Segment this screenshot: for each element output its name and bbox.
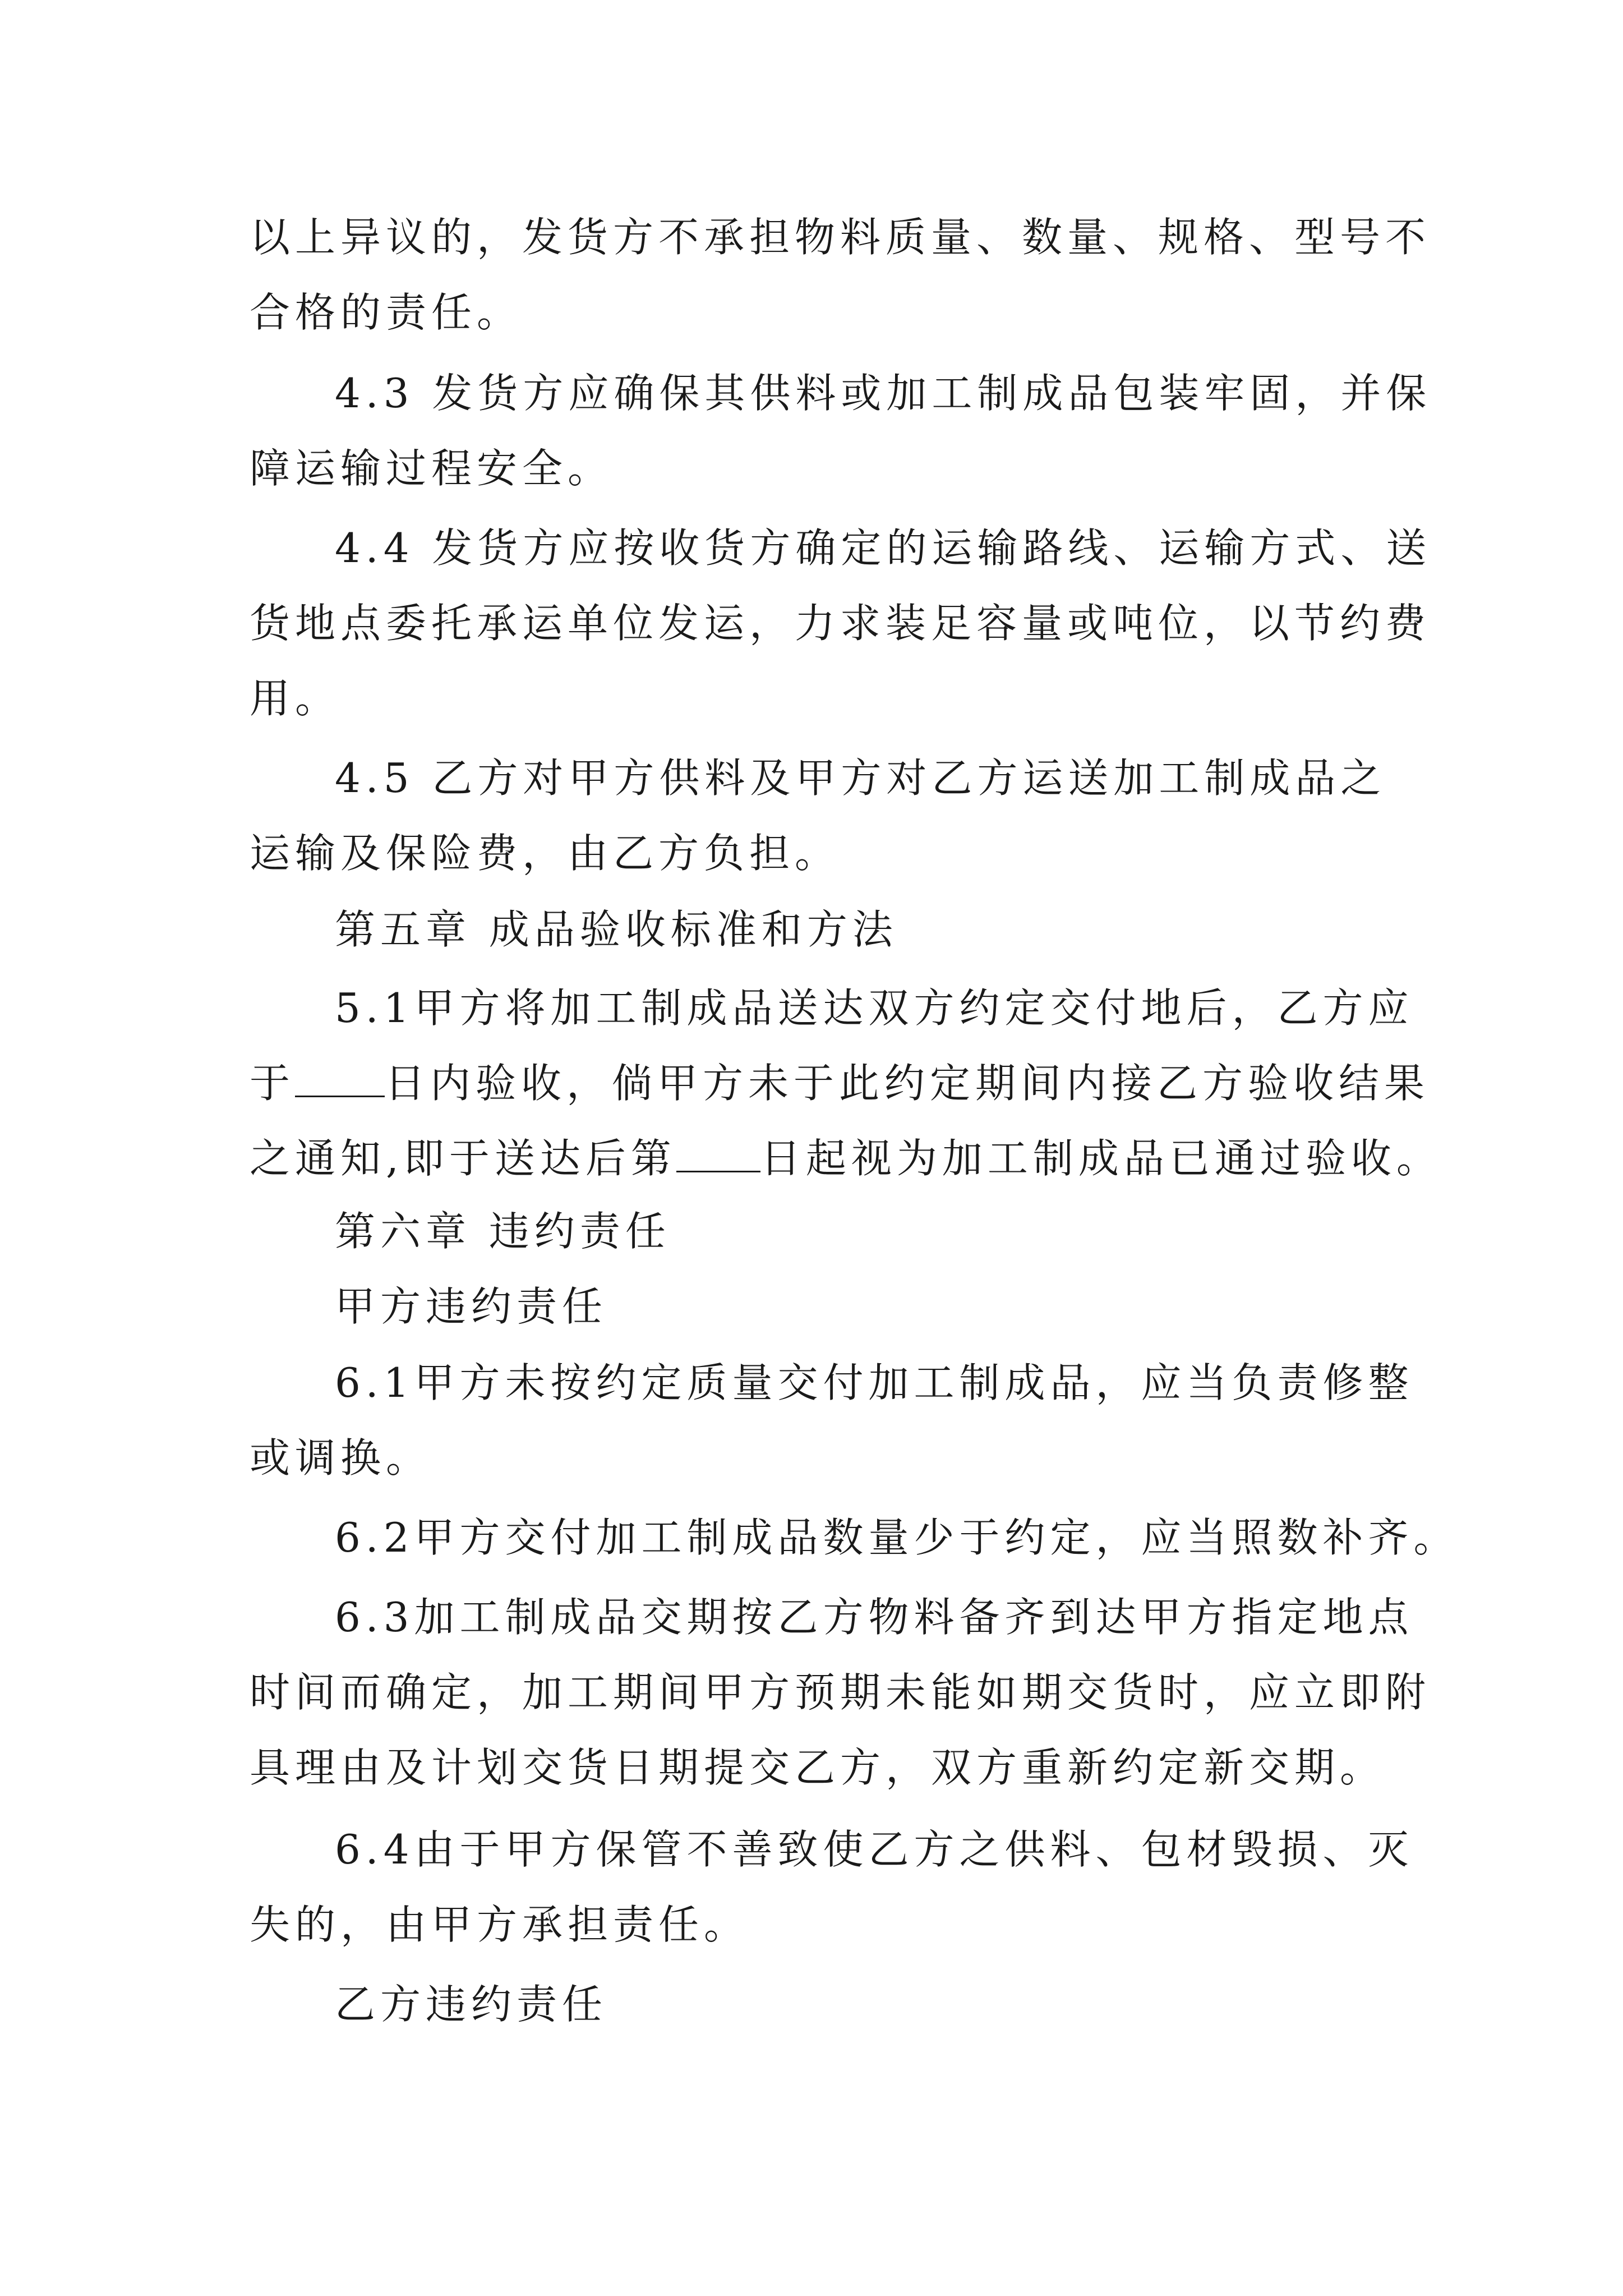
clause-5-1-line: 5.1甲方将加工制成品送达双方约定交付地后，乙方应 xyxy=(335,984,1414,1032)
fill-in-blank xyxy=(676,1136,760,1172)
clause-4-4-line: 4.4 发货方应按收货方确定的运输路线、运输方式、送 xyxy=(335,524,1432,572)
paragraph-line: 用。 xyxy=(250,675,341,722)
clause-6-4-line: 6.4由于甲方保管不善致使乙方之供料、包材毁损、灭 xyxy=(335,1826,1414,1873)
line-text: 日内验收，倘甲方未于此约定期间内接乙方验收结果 xyxy=(385,1060,1430,1107)
party-b-liability-heading: 乙方违约责任 xyxy=(335,1981,608,2028)
line-text: 之通知,即于送达后第 xyxy=(250,1135,676,1182)
clause-4-3-line: 4.3 发货方应确保其供料或加工制成品包装牢固，并保 xyxy=(335,370,1432,417)
paragraph-line: 货地点委托承运单位发运，力求装足容量或吨位，以节约费 xyxy=(250,600,1431,647)
chapter-6-heading: 第六章 违约责任 xyxy=(335,1208,671,1255)
clause-4-5-line: 4.5 乙方对甲方供料及甲方对乙方运送加工制成品之 xyxy=(335,754,1386,802)
clause-6-3-line: 6.3加工制成品交期按乙方物料备齐到达甲方指定地点 xyxy=(335,1594,1414,1641)
paragraph-line: 合格的责任。 xyxy=(250,289,523,336)
paragraph-line: 以上异议的，发货方不承担物料质量、数量、规格、型号不 xyxy=(250,214,1431,261)
paragraph-line xyxy=(250,1058,1430,1108)
paragraph-line: 障运输过程安全。 xyxy=(250,445,614,492)
paragraph-line: 或调换。 xyxy=(250,1434,432,1481)
paragraph-line xyxy=(250,1133,1442,1184)
line-text: 于 xyxy=(250,1060,296,1107)
paragraph-line: 具理由及计划交货日期提交乙方，双方重新约定新交期。 xyxy=(250,1744,1386,1791)
clause-6-2-line: 6.2甲方交付加工制成品数量少于约定，应当照数补齐。 xyxy=(335,1514,1459,1561)
paragraph-line: 时间而确定，加工期间甲方预期未能如期交货时，应立即附 xyxy=(250,1669,1431,1716)
paragraph-line: 运输及保险费，由乙方负担。 xyxy=(250,830,841,877)
clause-6-1-line: 6.1甲方未按约定质量交付加工制成品，应当负责修整 xyxy=(335,1359,1414,1406)
chapter-5-heading: 第五章 成品验收标准和方法 xyxy=(335,906,898,953)
party-a-liability-heading: 甲方违约责任 xyxy=(335,1283,608,1330)
paragraph-line: 失的，由甲方承担责任。 xyxy=(250,1901,750,1948)
line-text: 日起视为加工制成品已通过验收。 xyxy=(760,1135,1442,1182)
fill-in-blank xyxy=(295,1061,385,1097)
